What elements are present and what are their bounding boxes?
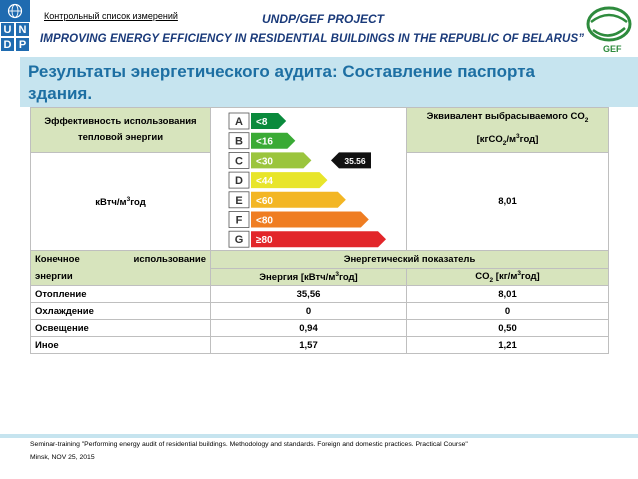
row-name: Иное	[31, 337, 211, 354]
co2-col-mid: [кг/м	[493, 270, 518, 282]
row-name: Освещение	[31, 320, 211, 337]
co2-unit-sub: 2	[502, 139, 507, 147]
kwh-unit-cell	[31, 153, 211, 251]
table-row	[31, 286, 609, 303]
kwh-unit-sup: 3	[126, 195, 131, 203]
energy-class-chart	[211, 108, 407, 251]
co2-header-sub: 2	[584, 116, 589, 124]
end-use-word3: энергии	[35, 271, 73, 282]
footer-divider	[0, 434, 638, 438]
row-name: Охлаждение	[31, 303, 211, 320]
table-row	[31, 303, 609, 320]
row-energy: 0	[211, 303, 407, 320]
end-use-header-cell	[31, 251, 211, 286]
gef-label: GEF	[603, 44, 622, 54]
undp-letter: N	[15, 22, 30, 37]
efficiency-label: Эффективность использования тепловой энергии	[44, 116, 197, 144]
undp-letter: P	[15, 37, 30, 52]
row-energy: 0,94	[211, 320, 407, 337]
indicator-value: 35.56	[344, 155, 366, 166]
kwh-unit-suffix: год	[130, 196, 146, 208]
class-bar-label: <16	[256, 136, 273, 148]
undp-logo	[0, 0, 30, 52]
undp-letter: U	[0, 22, 15, 37]
co2-unit-prefix: [кгCO	[476, 133, 503, 145]
table-row	[31, 337, 609, 354]
energy-col-header	[211, 268, 407, 286]
row-co2: 1,21	[407, 337, 609, 354]
checklist-link[interactable]: Контрольный список измерений	[44, 11, 178, 21]
co2-value: 8,01	[498, 196, 517, 208]
class-letter: E	[235, 194, 243, 207]
globe-icon	[0, 0, 30, 22]
footer-date: Minsk, NOV 25, 2015	[30, 454, 95, 461]
co2-value-cell	[407, 153, 609, 251]
class-letter: G	[234, 234, 244, 247]
co2-header-text: Эквивалент выбрасываемого CO	[426, 110, 585, 122]
project-subtitle: IMPROVING ENERGY EFFICIENCY IN RESIDENTIAL BUILDINGS IN THE REPUBLIC OF BELARUS”	[40, 33, 585, 45]
class-bar-label: ≥80	[256, 235, 273, 247]
class-bar-label: <44	[256, 176, 273, 188]
class-letter: F	[235, 214, 243, 227]
end-use-word1: Конечное	[35, 254, 80, 265]
indicator-header-cell	[211, 251, 609, 269]
row-energy: 1,57	[211, 337, 407, 354]
energy-passport-table	[30, 107, 609, 354]
gef-logo-icon	[583, 2, 635, 54]
kwh-unit-prefix: кВтч/м	[95, 196, 127, 208]
class-letter: C	[235, 155, 243, 168]
row-co2: 0,50	[407, 320, 609, 337]
efficiency-label-cell	[31, 108, 211, 153]
co2-col-prefix: CO	[475, 270, 490, 282]
class-bar-label: <8	[256, 117, 268, 128]
class-letter: B	[235, 135, 243, 148]
class-letter: D	[235, 175, 243, 188]
co2-col-header	[407, 268, 609, 286]
end-use-word2: использование	[133, 254, 206, 265]
undp-letter: D	[0, 37, 15, 52]
table-row	[31, 320, 609, 337]
row-co2: 8,01	[407, 286, 609, 303]
co2-header-cell	[407, 108, 609, 153]
footer-seminar: Seminar-training "Performing energy audit of residential buildings. Methodology and standards. Foreign and domestic practices. Practical Course"	[30, 441, 468, 448]
co2-col-sup: 3	[517, 269, 521, 277]
co2-col-sub: 2	[489, 276, 494, 284]
energy-col-sup: 3	[335, 270, 339, 278]
row-co2: 0	[407, 303, 609, 320]
class-bar-label: <30	[256, 156, 273, 168]
co2-unit-suffix: год]	[519, 133, 539, 145]
indicator-header: Энергетический показатель	[343, 253, 476, 265]
co2-unit-mid: /м	[506, 133, 517, 145]
page-title: Результаты энергетического аудита: Составление паспорта здания.	[28, 62, 535, 103]
class-letter: A	[235, 116, 243, 128]
project-title: UNDP/GEF PROJECT	[262, 12, 385, 26]
co2-col-suffix: год]	[520, 270, 540, 282]
class-bar-label: <60	[256, 195, 273, 207]
energy-class-chart-svg	[211, 108, 407, 250]
energy-col-prefix: Энергия [кВтч/м	[259, 271, 336, 283]
row-name: Отопление	[31, 286, 211, 303]
class-bar-label: <80	[256, 215, 273, 227]
co2-unit-sup: 3	[516, 132, 520, 140]
energy-col-suffix: год]	[338, 271, 358, 283]
row-energy: 35,56	[211, 286, 407, 303]
